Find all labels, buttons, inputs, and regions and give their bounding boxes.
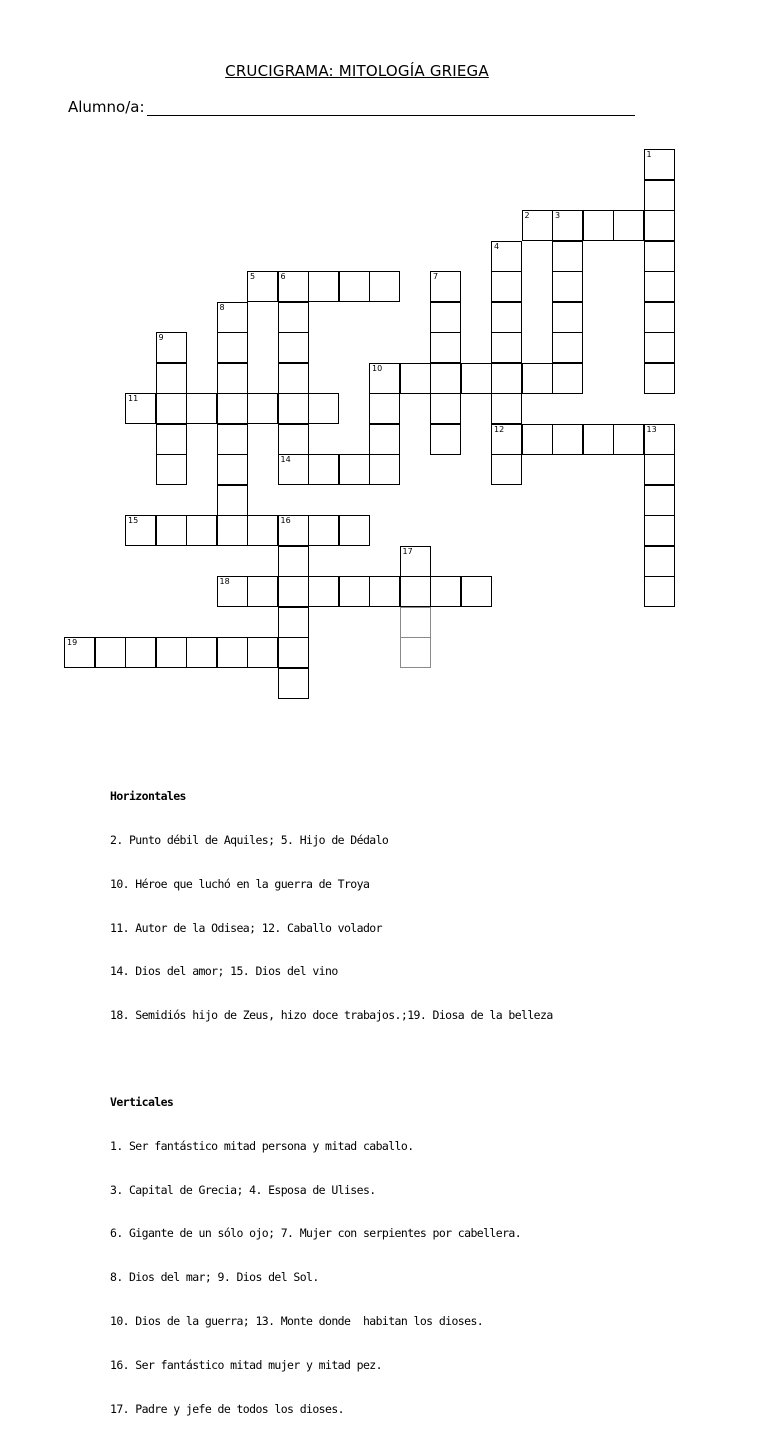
crossword-cell[interactable] — [644, 271, 675, 302]
crossword-cell[interactable] — [64, 637, 95, 668]
crossword-cell[interactable] — [400, 363, 431, 394]
crossword-cell[interactable] — [156, 393, 187, 424]
crossword-cell[interactable] — [339, 454, 370, 485]
crossword-cell[interactable] — [491, 393, 522, 424]
crossword-cell[interactable] — [308, 576, 339, 607]
crossword-cell[interactable] — [400, 546, 431, 577]
crossword-cell[interactable] — [278, 302, 309, 333]
crossword-cell[interactable] — [552, 363, 583, 394]
clue-number: 19 — [67, 638, 78, 647]
crossword-cell[interactable] — [644, 485, 675, 516]
crossword-cell[interactable] — [369, 454, 400, 485]
crossword-cell[interactable] — [247, 393, 278, 424]
crossword-cell[interactable] — [156, 454, 187, 485]
crossword-cell[interactable] — [278, 546, 309, 577]
crossword-cell[interactable] — [308, 271, 339, 302]
student-label: Alumno/a: — [68, 98, 145, 116]
crossword-cell[interactable] — [278, 271, 309, 302]
crossword-cell[interactable] — [430, 302, 461, 333]
crossword-cell[interactable] — [247, 637, 278, 668]
crossword-cell[interactable] — [491, 332, 522, 363]
crossword-cell[interactable] — [430, 363, 461, 394]
crossword-cell[interactable] — [247, 576, 278, 607]
crossword-cell[interactable] — [186, 515, 217, 546]
crossword-cell[interactable] — [430, 393, 461, 424]
crossword-cell[interactable] — [552, 424, 583, 455]
crossword-cell[interactable] — [522, 424, 553, 455]
crossword-cell[interactable] — [491, 363, 522, 394]
clue-number: 2 — [524, 211, 530, 220]
down-clue: 1. Ser fantástico mitad persona y mitad caballo. — [110, 1138, 414, 1153]
clue-number: 18 — [219, 577, 230, 586]
clue-number: 16 — [280, 516, 291, 525]
crossword-cell[interactable] — [125, 515, 156, 546]
clue-number: 9 — [158, 333, 164, 342]
crossword-cell[interactable] — [217, 302, 248, 333]
crossword-cell[interactable] — [95, 637, 126, 668]
crossword-cell[interactable] — [369, 424, 400, 455]
clue-number: 17 — [402, 546, 413, 556]
crossword-cell[interactable] — [491, 454, 522, 485]
crossword-cell[interactable] — [339, 576, 370, 607]
crossword-cell[interactable] — [278, 607, 309, 638]
crossword-cell[interactable] — [583, 210, 614, 241]
crossword-cell[interactable] — [278, 576, 309, 607]
crossword-cell[interactable] — [186, 637, 217, 668]
crossword-cell[interactable] — [613, 210, 644, 241]
crossword-cell[interactable] — [552, 302, 583, 333]
crossword-cell[interactable] — [156, 424, 187, 455]
clue-number: 14 — [280, 455, 291, 464]
crossword-cell[interactable] — [491, 424, 522, 455]
across-heading: Horizontales — [110, 789, 186, 804]
crossword-cell[interactable] — [522, 210, 553, 241]
crossword-cell[interactable] — [461, 363, 492, 394]
crossword-cell[interactable] — [369, 363, 400, 394]
crossword-cell[interactable] — [369, 271, 400, 302]
crossword-cell[interactable] — [247, 271, 278, 302]
crossword-cell[interactable] — [400, 576, 431, 607]
crossword-cell[interactable] — [430, 332, 461, 363]
crossword-cell[interactable] — [552, 241, 583, 272]
crossword-cell[interactable] — [644, 546, 675, 577]
clue-number: 5 — [250, 272, 256, 281]
crossword-cell[interactable] — [430, 576, 461, 607]
crossword-cell[interactable] — [491, 302, 522, 333]
crossword-cell[interactable] — [461, 576, 492, 607]
crossword-cell[interactable] — [644, 210, 675, 241]
clue-spacer — [110, 1052, 553, 1066]
crossword-cell[interactable] — [278, 637, 309, 668]
crossword-cell[interactable] — [522, 363, 553, 394]
clue-number: 6 — [280, 272, 286, 281]
crossword-cell[interactable] — [278, 668, 309, 699]
crossword-cell[interactable] — [278, 515, 309, 546]
crossword-cell[interactable] — [644, 180, 675, 211]
down-heading: Verticales — [110, 1095, 174, 1110]
crossword-cell[interactable] — [217, 424, 248, 455]
crossword-cell[interactable] — [644, 363, 675, 394]
crossword-cell[interactable] — [308, 454, 339, 485]
crossword-cell[interactable] — [552, 332, 583, 363]
crossword-cell[interactable] — [217, 576, 248, 607]
crossword-cell[interactable] — [644, 241, 675, 272]
crossword-cell[interactable] — [339, 515, 370, 546]
crossword-cell[interactable] — [583, 424, 614, 455]
crossword-cell[interactable] — [644, 302, 675, 333]
crossword-cell[interactable] — [552, 271, 583, 302]
clue-number: 12 — [494, 424, 505, 434]
crossword-cell[interactable] — [644, 576, 675, 607]
clues-section — [110, 760, 553, 1431]
clue-number: 4 — [494, 241, 500, 251]
crossword-cell[interactable] — [644, 332, 675, 363]
crossword-cell[interactable] — [156, 515, 187, 546]
crossword-cell[interactable] — [644, 149, 675, 180]
across-clue: 14. Dios del amor; 15. Dios del vino — [110, 964, 338, 979]
crossword-cell[interactable] — [278, 454, 309, 485]
crossword-cell[interactable] — [369, 576, 400, 607]
crossword-cell[interactable] — [156, 637, 187, 668]
crossword-cell[interactable] — [125, 393, 156, 424]
page-title: CRUCIGRAMA: MITOLOGÍA GRIEGA — [225, 62, 489, 80]
crossword-cell[interactable] — [186, 393, 217, 424]
crossword-cell[interactable] — [400, 637, 431, 668]
crossword-cell[interactable] — [491, 241, 522, 272]
across-clue: 10. Héroe que luchó en la guerra de Troya — [110, 876, 370, 891]
crossword-cell[interactable] — [278, 424, 309, 455]
crossword-cell[interactable] — [644, 454, 675, 485]
clue-number: 1 — [646, 150, 652, 159]
crossword-cell[interactable] — [247, 515, 278, 546]
across-clue: 2. Punto débil de Aquiles; 5. Hijo de Dédalo — [110, 832, 389, 847]
clue-number: 15 — [128, 516, 139, 525]
crossword-cell[interactable] — [217, 332, 248, 363]
crossword-cell[interactable] — [613, 424, 644, 455]
down-clue: 8. Dios del mar; 9. Dios del Sol. — [110, 1270, 319, 1285]
crossword-cell[interactable] — [644, 424, 675, 455]
clue-number: 3 — [555, 211, 561, 220]
crossword-cell[interactable] — [552, 210, 583, 241]
crossword-cell[interactable] — [278, 363, 309, 394]
crossword-cell[interactable] — [217, 454, 248, 485]
crossword-cell[interactable] — [217, 393, 248, 424]
across-clue: 18. Semidiós hijo de Zeus, hizo doce trabajos.;19. Diosa de la belleza — [110, 1008, 553, 1023]
crossword-cell[interactable] — [339, 271, 370, 302]
crossword-cell[interactable] — [308, 515, 339, 546]
crossword-cell[interactable] — [308, 393, 339, 424]
down-clue: 6. Gigante de un sólo ojo; 7. Mujer con serpientes por cabellera. — [110, 1226, 522, 1241]
across-clue: 11. Autor de la Odisea; 12. Caballo volador — [110, 920, 382, 935]
down-clue: 3. Capital de Grecia; 4. Esposa de Ulises. — [110, 1182, 376, 1197]
crossword-cell[interactable] — [217, 363, 248, 394]
crossword-cell[interactable] — [644, 515, 675, 546]
crossword-cell[interactable] — [217, 515, 248, 546]
crossword-cell[interactable] — [217, 485, 248, 516]
crossword-cell[interactable] — [156, 363, 187, 394]
crossword-cell[interactable] — [156, 332, 187, 363]
crossword-cell[interactable] — [430, 271, 461, 302]
down-clue: 16. Ser fantástico mitad mujer y mitad pez. — [110, 1357, 382, 1372]
crossword-cell[interactable] — [369, 393, 400, 424]
clue-number: 10 — [372, 363, 383, 373]
clue-number: 13 — [646, 424, 657, 434]
crossword-cell[interactable] — [400, 607, 431, 638]
clue-number: 11 — [128, 394, 139, 403]
crossword-cell[interactable] — [278, 332, 309, 363]
crossword-cell[interactable] — [491, 271, 522, 302]
crossword-cell[interactable] — [430, 424, 461, 455]
clue-number: 7 — [433, 272, 439, 281]
down-clue: 10. Dios de la guerra; 13. Monte donde habitan los dioses. — [110, 1313, 484, 1328]
crossword-cell[interactable] — [125, 637, 156, 668]
down-clue: 17. Padre y jefe de todos los dioses. — [110, 1401, 344, 1416]
clue-number: 8 — [219, 302, 225, 312]
crossword-cell[interactable] — [217, 637, 248, 668]
crossword-cell[interactable] — [278, 393, 309, 424]
